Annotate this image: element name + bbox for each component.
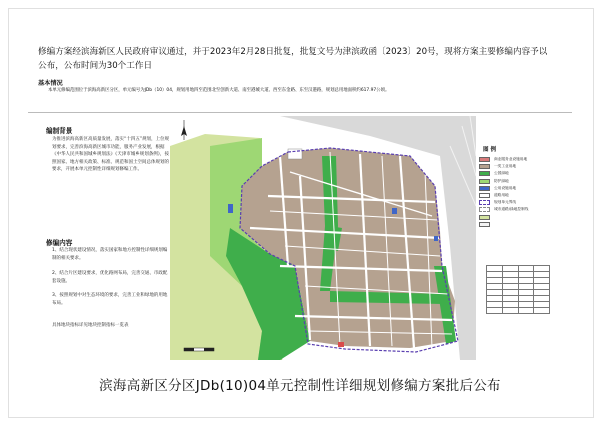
content-item-1: 1、结合现状建设情况，落实国家和地方控制性详细规划编制的相关要求。 [52,248,168,261]
commercial-plot-red [338,342,344,347]
legend-swatch-icon [479,157,490,162]
footer-title: 滨海高新区分区JDb(10)04单元控制性详细规划修编方案批后公布 [99,378,501,394]
legend-item [479,206,551,213]
content-note: 具体地块指标详见地块控制指标一览表 [52,323,129,328]
basic-info-heading: 基本情况 [38,80,63,87]
content-item-2: 2、结合片区建设要求，优化路网布局，完善交通、市政配套设施。 [52,271,168,284]
legend-item [479,199,551,206]
legend-swatch-icon [479,222,490,227]
utility-plot-2 [392,208,397,214]
legend-swatch-icon [479,164,490,169]
background-heading: 编制背景 [46,127,73,135]
legend-item [479,178,551,185]
content-heading: 修编内容 [46,239,73,247]
legend-label: 商业服务业设施用地 [494,157,528,161]
background-text: 为推进滨海高新区高质量发展，落实“十四五”规划，上位规划要求，完善滨海高新区城市功能，服务产业发展，根据《中华人民共和国城乡规划法》《天津市城乡规划条例》，按照国家、地方相关政策、标准、规范和国土空间总体规划的要求，开展本单元控制性详细规划修编工作。 [52,137,170,173]
legend-item [479,185,551,192]
legend-item [479,163,551,170]
legend-label: 公园绿地 [494,171,509,176]
divider [28,112,572,113]
legend-label: 道路用地 [494,192,509,197]
legend-swatch-icon [479,207,490,212]
legend-label: 一类工业用地 [494,164,517,169]
legend [479,156,551,228]
legend-item [479,156,551,163]
basic-info-text: 本单元修编范围位于滨海高新区分区，单元编号为JDb（10）04，规划用地四至范围北至创新大道、南至港城大道、西至东金路、东至汉港路，规划总用地面积约617.97公顷。 [48,88,390,93]
map-svg [170,116,476,360]
legend-item [479,192,551,199]
legend-label: 规划单元界线 [494,200,517,205]
legend-swatch-icon [479,215,490,220]
legend-swatch-icon [479,186,490,191]
legend-item [479,214,551,221]
announcement-text: 修编方案经滨海新区人民政府审议通过，并于2023年2月28日批复，批复文号为津滨政函〔2023〕20号，现将方案主要修编内容予以公布，公布时间为30个工作日 [38,47,548,71]
legend-label: 公用设施用地 [494,185,517,190]
content-item-3: 3、按照规划中对生态环境的要求，完善工业和绿地的用地布局。 [52,293,168,306]
legend-item [479,170,551,177]
legend-title: 图 例 [483,147,497,153]
legend-swatch-icon [479,193,490,198]
scale-bar [184,348,214,351]
land-use-map [170,116,476,360]
legend-item [479,221,551,228]
legend-label: 城市道路/绿地控制线 [494,207,529,212]
utility-plot-3 [434,236,438,241]
legend-label: 防护绿地 [494,178,509,183]
legend-swatch-icon [479,171,490,176]
land-use-table [486,265,550,314]
legend-swatch-icon [479,200,490,205]
utility-plot-1 [228,204,233,213]
legend-swatch-icon [479,179,490,184]
